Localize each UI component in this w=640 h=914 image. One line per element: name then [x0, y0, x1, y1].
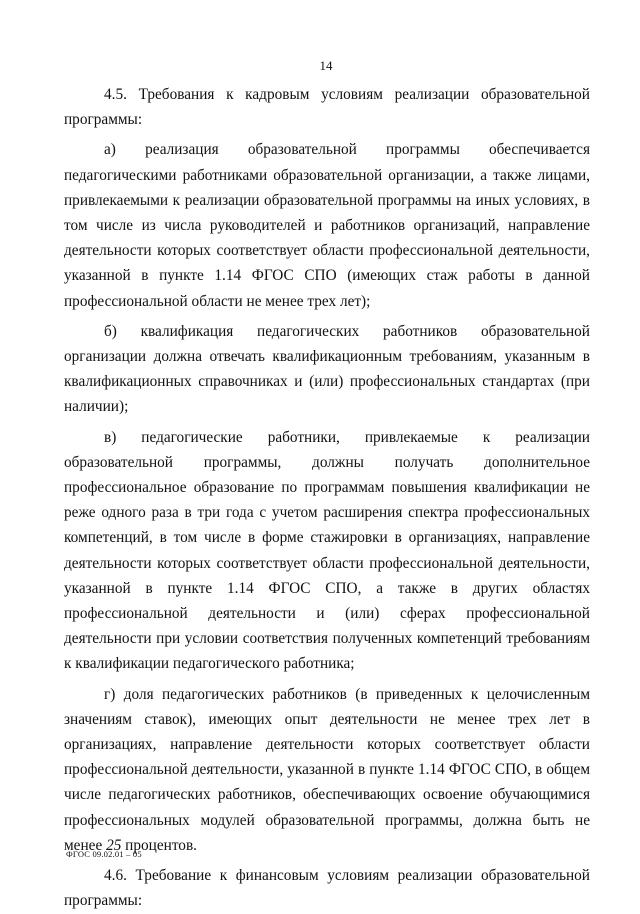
clause-v: в) педагогические работники, привлекаемые к реализации образовательной программы, должны получать дополнительное профессиональное образование по программам повышения квалификации не реже одного раза в три года с учетом расширения спектра профессиональных компетенций, в том числе в форме стажировки в организациях, направление деятельности которых соответствует области профессиональной деятельности, указанной в пункте 1.14 ФГОС СПО, а также в других областях профессиональной деятельности и (или) сферах профессиональной деятельности при условии соответствия полученных компетенций требованиям к квалификации педагогического работника;	[64, 428, 590, 673]
clause-g	[64, 682, 590, 858]
document-body	[64, 82, 590, 914]
clause-g-text: г) доля педагогических работников (в приведенных к целочисленным значениям ставок), имеющих опыт деятельности не менее трех лет в организациях, направление деятельности которых соответствует области профессиональной деятельности, указанной в пункте 1.14 ФГОС СПО, в общем числе педагогических работников, обеспечивающих освоение обучающимися профессиональных модулей образовательной программы, должна быть не менее	[64, 685, 590, 854]
clause-a: а) реализация образовательной программы обеспечивается педагогическими работниками образовательной организации, а также лицами, привлекаемыми к реализации образовательной программы на иных условиях, в том числе из числа руководителей и работников организаций, направление деятельности которых соответствует области профессиональной деятельности, указанной в пункте 1.14 ФГОС СПО (имеющих стаж работы в данной профессиональной области не менее трех лет);	[64, 141, 590, 310]
page-number: 14	[319, 58, 333, 73]
section-4-6-heading: 4.6. Требование к финансовым условиям реализации образовательной программы:	[64, 867, 590, 910]
clause-g-tail: процентов.	[121, 836, 198, 854]
section-4-5-heading: 4.5. Требования к кадровым условиям реализации образовательной программы:	[64, 86, 590, 129]
clause-g-percent: 25	[106, 836, 122, 854]
clause-b: б) квалификация педагогических работников образовательной организации должна отвечать квалификационным требованиям, указанным в квалификационных справочниках и (или) профессиональных стандартах (при наличии);	[64, 322, 590, 416]
footer-code: ФГОС 09.02.01 – 05	[66, 849, 142, 859]
